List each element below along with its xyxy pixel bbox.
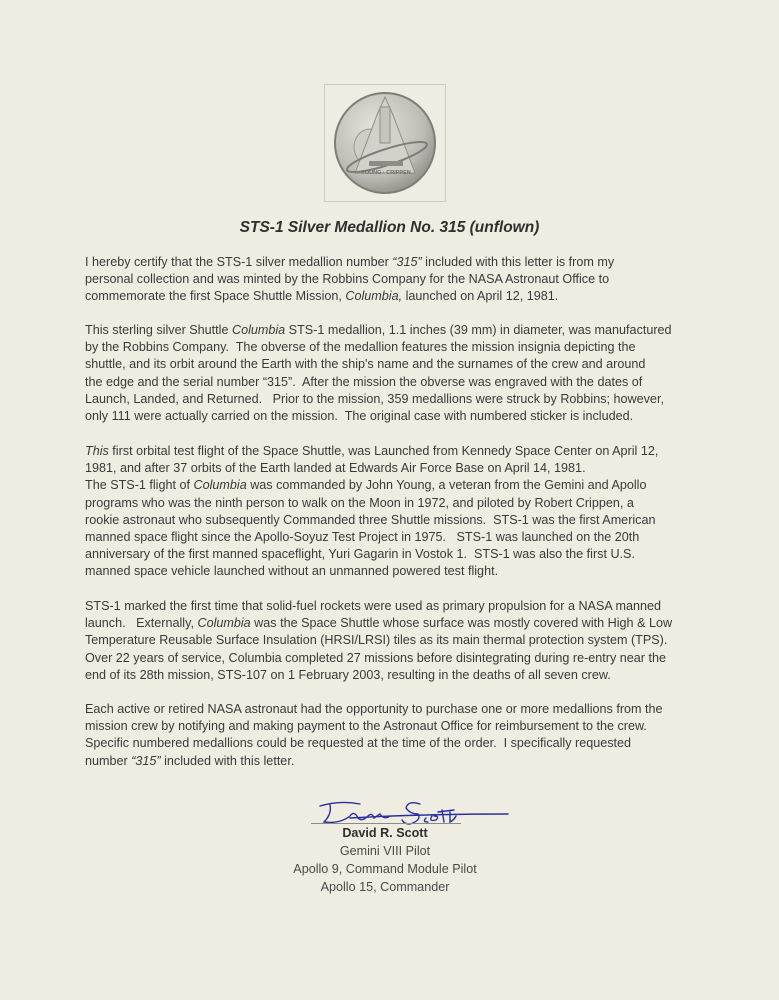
paragraph — [85, 322, 705, 425]
text-line — [85, 718, 705, 735]
medallion-crew-text: YOUNG · CRIPPEN — [361, 170, 411, 176]
text-run: I hereby certify that the STS-1 silver medallion number — [85, 255, 393, 269]
text-line — [85, 650, 705, 667]
text-run: the edge and the serial number “315”. After the mission the obverse was engraved with the dates of — [85, 374, 643, 389]
text-run: Temperature Reusable Surface Insulation (HRSI/LRSI) tiles as its main thermal protection system (TPS). — [85, 633, 668, 648]
paragraph — [85, 443, 705, 581]
text-line — [85, 477, 705, 494]
text-run: manned space vehicle launched without an unmanned powered test flight. — [85, 564, 499, 579]
text-run: only 111 were actually carried on the mission. The original case with numbered sticker is included. — [85, 408, 634, 423]
text-line — [85, 271, 705, 288]
text-run: by the Robbins Company. The obverse of the medallion features the mission insignia depicting the — [85, 340, 636, 355]
text-run: mission crew by notifying and making payment to the Astronaut Office for reimbursement to the crew. — [85, 719, 647, 734]
text-run: programs who was the ninth person to walk on the Moon in 1972, and piloted by Robert Crippen, a — [85, 495, 634, 510]
text-line — [85, 391, 705, 408]
text-run: included with this letter. — [160, 753, 295, 768]
text-run: 1981, and after 37 orbits of the Earth landed at Edwards Air Force Base on April 14, 1981. — [85, 461, 586, 476]
medallion-photo — [324, 84, 446, 202]
text-run: was the Space Shuttle whose surface was mostly covered with High & Low — [250, 616, 673, 631]
paragraph — [85, 254, 705, 306]
text-line — [85, 753, 705, 770]
text-run: The STS-1 flight of — [85, 478, 194, 493]
text-run: launch. Externally, — [85, 616, 198, 631]
text-line — [85, 339, 705, 356]
text-line — [85, 443, 705, 460]
text-run: first orbital test flight of the Space Shuttle, was Launched from Kennedy Space Center on April 12, — [108, 444, 659, 458]
text-line — [85, 667, 705, 684]
text-run: launched on April 12, 1981. — [402, 289, 559, 304]
italic-text: “315” — [392, 255, 422, 269]
text-run: anniversary of the first manned spaceflight, Yuri Gagarin in Vostok 1. STS-1 was also the first U.S. — [85, 547, 635, 562]
text-run: shuttle, and its orbit around the Earth with the ship's name and the surnames of the crew and around — [85, 357, 646, 372]
medallion-image — [325, 85, 445, 201]
text-line — [85, 563, 705, 580]
text-run: number — [85, 753, 132, 768]
text-line — [85, 288, 705, 305]
text-run: This sterling silver Shuttle — [85, 323, 232, 337]
paragraph — [85, 598, 705, 684]
signature-block — [0, 824, 770, 896]
text-line — [85, 615, 705, 632]
document-title: STS-1 Silver Medallion No. 315 (unflown) — [239, 219, 540, 236]
italic-text: “315” — [131, 753, 161, 768]
text-run: personal collection and was minted by the Robbins Company for the NASA Astronaut Office to — [85, 272, 610, 287]
text-line — [85, 701, 705, 718]
text-line — [85, 374, 705, 391]
text-line — [85, 408, 705, 425]
text-run: end of its 28th mission, STS-107 on 1 February 2003, resulting in the deaths of all seven crew. — [85, 667, 611, 682]
text-run: Each active or retired NASA astronaut had the opportunity to purchase one or more medallions from the — [85, 702, 663, 716]
italic-text: Columbia — [193, 478, 247, 493]
italic-text: Columbia — [197, 616, 251, 631]
italic-text: Columbia — [231, 323, 286, 337]
text-run: STS-1 medallion, 1.1 inches (39 mm) in diameter, was manufactured — [285, 323, 672, 337]
text-line — [85, 460, 705, 477]
text-line — [85, 254, 705, 271]
signer-role: Apollo 9, Command Module Pilot — [293, 862, 477, 876]
text-run: commemorate the first Space Shuttle Mission, — [85, 289, 346, 304]
italic-text: This — [85, 444, 109, 458]
text-line — [85, 735, 705, 752]
text-line — [85, 598, 705, 615]
signer-role: Apollo 15, Commander — [320, 880, 450, 894]
text-run: manned space flight since the Apollo-Soyuz Test Project in 1975. STS-1 was launched on the 20th — [85, 529, 640, 544]
signer-role: Gemini VIII Pilot — [339, 844, 431, 858]
text-run: Over 22 years of service, Columbia completed 27 missions before disintegrating during re-entry near the — [85, 650, 666, 665]
signer-name: David R. Scott — [342, 826, 428, 840]
text-run: was commanded by John Young, a veteran from the Gemini and Apollo — [246, 478, 647, 493]
paragraph — [85, 701, 705, 770]
text-run: included with this letter is from my — [421, 255, 615, 269]
text-line — [85, 529, 705, 546]
text-line — [85, 495, 705, 512]
text-line — [85, 632, 705, 649]
text-run: Launch, Landed, and Returned. Prior to the mission, 359 medallions were struck by Robbins; however, — [85, 391, 664, 406]
text-run: STS-1 marked the first time that solid-fuel rockets were used as primary propulsion for a NASA manned — [85, 599, 662, 613]
text-run: Specific numbered medallions could be requested at the time of the order. I specifically requested — [85, 736, 632, 751]
text-line — [85, 322, 705, 339]
text-line — [85, 512, 705, 529]
text-line — [85, 546, 705, 563]
text-run: rookie astronaut who subsequently Commanded three Shuttle missions. STS-1 was the first American — [85, 512, 656, 527]
italic-text: Columbia, — [345, 289, 403, 304]
text-line — [85, 356, 705, 373]
